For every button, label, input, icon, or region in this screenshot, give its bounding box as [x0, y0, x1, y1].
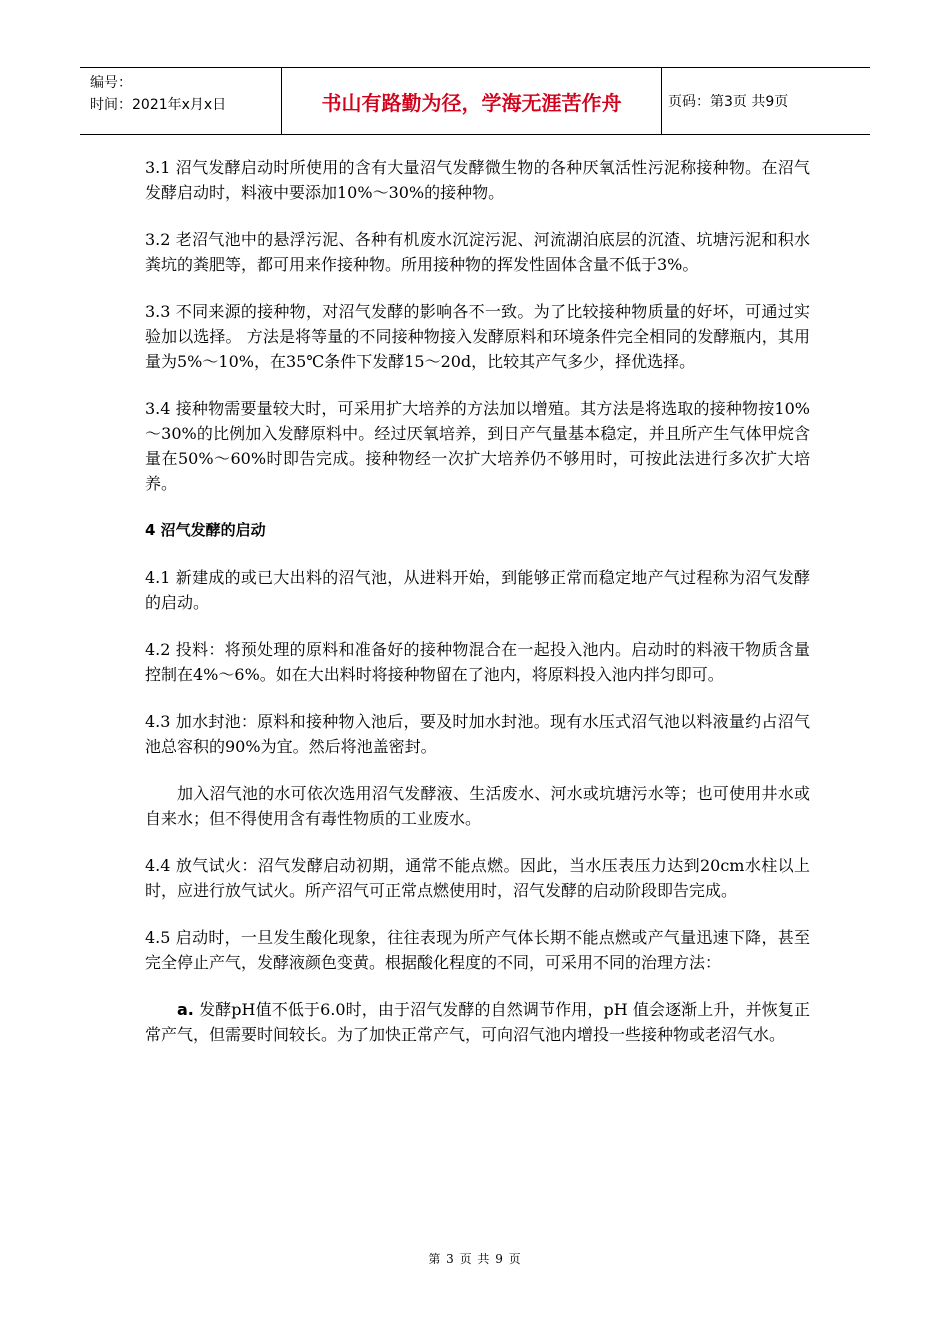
paragraph-3-1: 3.1 沼气发酵启动时所使用的含有大量沼气发酵微生物的各种厌氧活性污泥称接种物。在沼气发酵启动时，料液中要添加10%～30%的接种物。	[145, 158, 810, 202]
list-item-text: 发酵pH值不低于6.0时，由于沼气发酵的自然调节作用，pH 值会逐渐上升，并恢复正常产气，但需要时间较长。为了加快正常产气，可向沼气池内增投一些接种物或老沼气水。	[145, 1000, 810, 1044]
paragraph-water-source: 加入沼气池的水可依次选用沼气发酵液、生活废水、河水或坑塘污水等；也可使用井水或自来水；但不得使用含有毒性物质的工业废水。	[145, 784, 810, 828]
paragraph-4-4: 4.4 放气试火：沼气发酵启动初期，通常不能点燃。因此，当水压表压力达到20cm水柱以上时，应进行放气试火。所产沼气可正常点燃使用时，沼气发酵的启动阶段即告完成。	[145, 856, 810, 900]
page-header	[80, 67, 870, 135]
document-body	[145, 155, 810, 1069]
page-footer: 第 3 页 共 9 页	[428, 1252, 522, 1266]
paragraph-4-2: 4.2 投料：将预处理的原料和准备好的接种物混合在一起投入池内。启动时的料液干物质含量控制在4%～6%。如在大出料时将接种物留在了池内，将原料投入池内拌匀即可。	[145, 640, 810, 684]
list-item-marker: a.	[177, 1000, 194, 1019]
document-time-label: 时间：2021年x月x日	[90, 97, 227, 113]
paragraph-3-3: 3.3 不同来源的接种物，对沼气发酵的影响各不一致。为了比较接种物质量的好坏，可通过实验加以选择。 方法是将等量的不同接种物接入发酵原料和环境条件完全相同的发酵瓶内，其用量为5%～10%，在35℃条件下发酵15～20d，比较其产气多少，择优选择。	[145, 302, 810, 371]
header-page-info: 页码：第3页 共9页	[668, 94, 789, 110]
paragraph-3-2: 3.2 老沼气池中的悬浮污泥、各种有机废水沉淀污泥、河流湖泊底层的沉渣、坑塘污泥和积水粪坑的粪肥等，都可用来作接种物。所用接种物的挥发性固体含量不低于3%。	[145, 230, 810, 274]
paragraph-4-5: 4.5 启动时，一旦发生酸化现象，往往表现为所产气体长期不能点燃或产气量迅速下降，甚至完全停止产气，发酵液颜色变黄。根据酸化程度的不同，可采用不同的治理方法：	[145, 928, 810, 972]
list-item-a	[145, 997, 810, 1047]
paragraph-4-3: 4.3 加水封池：原料和接种物入池后，要及时加水封池。现有水压式沼气池以料液量约占沼气池总容积的90%为宜。然后将池盖密封。	[145, 712, 810, 756]
paragraph-4-1: 4.1 新建成的或已大出料的沼气池，从进料开始，到能够正常而稳定地产气过程称为沼气发酵的启动。	[145, 568, 810, 612]
header-meta	[80, 68, 282, 134]
section-heading-4: 4 沼气发酵的启动	[145, 521, 266, 539]
paragraph-3-4: 3.4 接种物需要量较大时，可采用扩大培养的方法加以增殖。其方法是将选取的接种物按10%～30%的比例加入发酵原料中。经过厌氧培养，到日产气量基本稳定，并且所产生气体甲烷含量在50%～60%时即告完成。接种物经一次扩大培养仍不够用时，可按此法进行多次扩大培养。	[145, 399, 810, 493]
header-motto: 书山有路勤为径，学海无涯苦作舟	[282, 68, 662, 134]
document-number-label: 编号：	[90, 75, 132, 91]
